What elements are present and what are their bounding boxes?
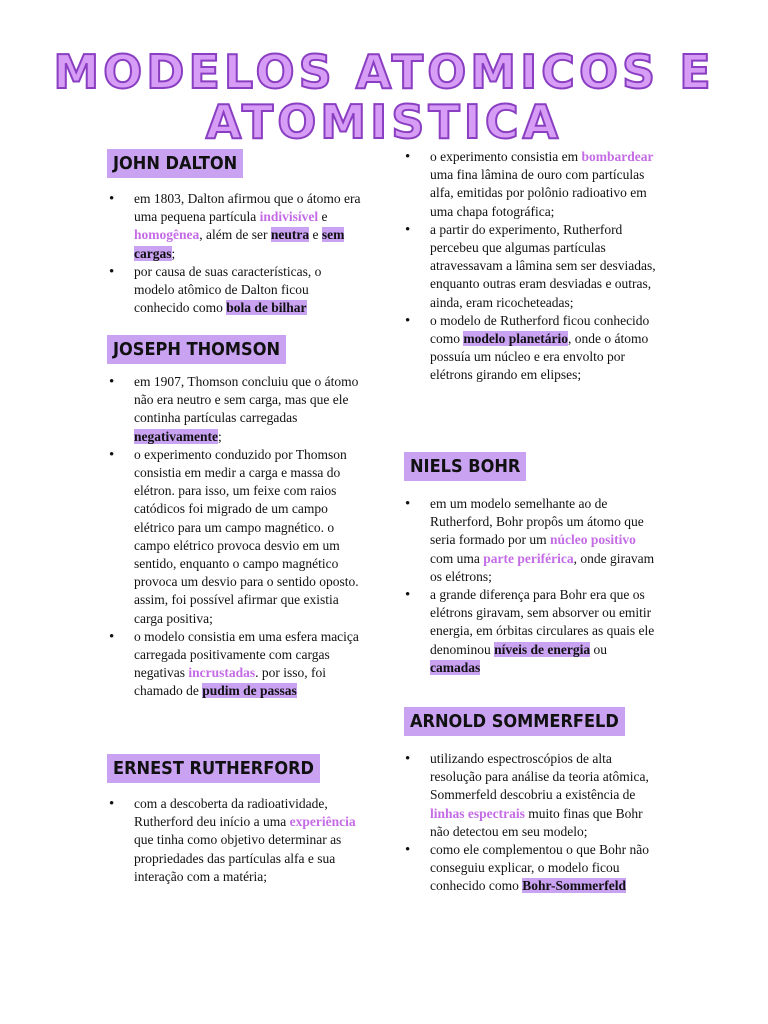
dalton-section — [109, 190, 361, 317]
list-item: • o experimento conduzido por Thomson consistia em medir a carga e massa do elétron. para isso, um feixe com raios catódicos foi migrado de um campo elétrico para um campo magnético. o campo elétrico provoca desvio em um sentido, enquanto o campo magnético provoca um desvio para o sentido oposto. assim, foi possível afirmar que existia carga positiva; — [109, 446, 365, 628]
rutherford-section-right — [405, 148, 663, 385]
list-item: • o modelo de Rutherford ficou conhecido como modelo planetário, onde o átomo possuía um núcleo e era envolto por elétrons girando em elipses; — [405, 312, 663, 385]
list-item: • em 1907, Thomson concluiu que o átomo não era neutro e sem carga, mas que ele continha partículas carregadas negativamente; — [109, 373, 365, 446]
heading-arnold-sommerfeld: ARNOLD SOMMERFELD — [404, 707, 625, 736]
rutherford-section-left — [109, 795, 361, 886]
page-title-line-2: ATOMISTICA — [205, 95, 563, 149]
thomson-section — [109, 373, 365, 701]
list-item: • como ele complementou o que Bohr não conseguiu explicar, o modelo ficou conhecido como Bohr-Sommerfeld — [405, 841, 657, 896]
bohr-section — [405, 495, 657, 677]
heading-ernest-rutherford: ERNEST RUTHERFORD — [107, 754, 320, 783]
list-item: • o experimento consistia em bombardear uma fina lâmina de ouro com partículas alfa, emitidas por polônio radioativo em uma chapa fotográfica; — [405, 148, 663, 221]
list-item: • por causa de suas características, o modelo atômico de Dalton ficou conhecido como bola de bilhar — [109, 263, 361, 318]
list-item: • em 1803, Dalton afirmou que o átomo era uma pequena partícula indivisível e homogênea, além de ser neutra e sem cargas; — [109, 190, 361, 263]
list-item: • utilizando espectroscópios de alta resolução para análise da teoria atômica, Sommerfeld descobriu a existência de linhas espectrais muito finas que Bohr não detectou em seu modelo; — [405, 750, 657, 841]
heading-niels-bohr: NIELS BOHR — [404, 452, 526, 481]
list-item: • em um modelo semelhante ao de Rutherford, Bohr propôs um átomo que seria formado por um núcleo positivo com uma parte periférica, onde giravam os elétrons; — [405, 495, 657, 586]
list-item: • a grande diferença para Bohr era que os elétrons giravam, sem absorver ou emitir energia, em órbitas circulares as quais ele denominou níveis de energia ou camadas — [405, 586, 657, 677]
sommerfeld-section — [405, 750, 657, 896]
list-item: • o modelo consistia em uma esfera maciça carregada positivamente com cargas negativas incrustadas. por isso, foi chamado de pudim de passas — [109, 628, 365, 701]
list-item: • a partir do experimento, Rutherford percebeu que algumas partículas atravessavam a lâmina sem ser desviadas, enquanto outras eram desviadas e outras, ainda, eram ricocheteadas; — [405, 221, 663, 312]
heading-joseph-thomson: JOSEPH THOMSON — [107, 335, 286, 364]
heading-john-dalton: JOHN DALTON — [107, 149, 243, 178]
list-item: • com a descoberta da radioatividade, Rutherford deu início a uma experiência que tinha como objetivo determinar as propriedades das partículas alfa e sua interação com a matéria; — [109, 795, 361, 886]
page-title-line-1: MODELOS ATOMICOS E — [53, 45, 715, 99]
